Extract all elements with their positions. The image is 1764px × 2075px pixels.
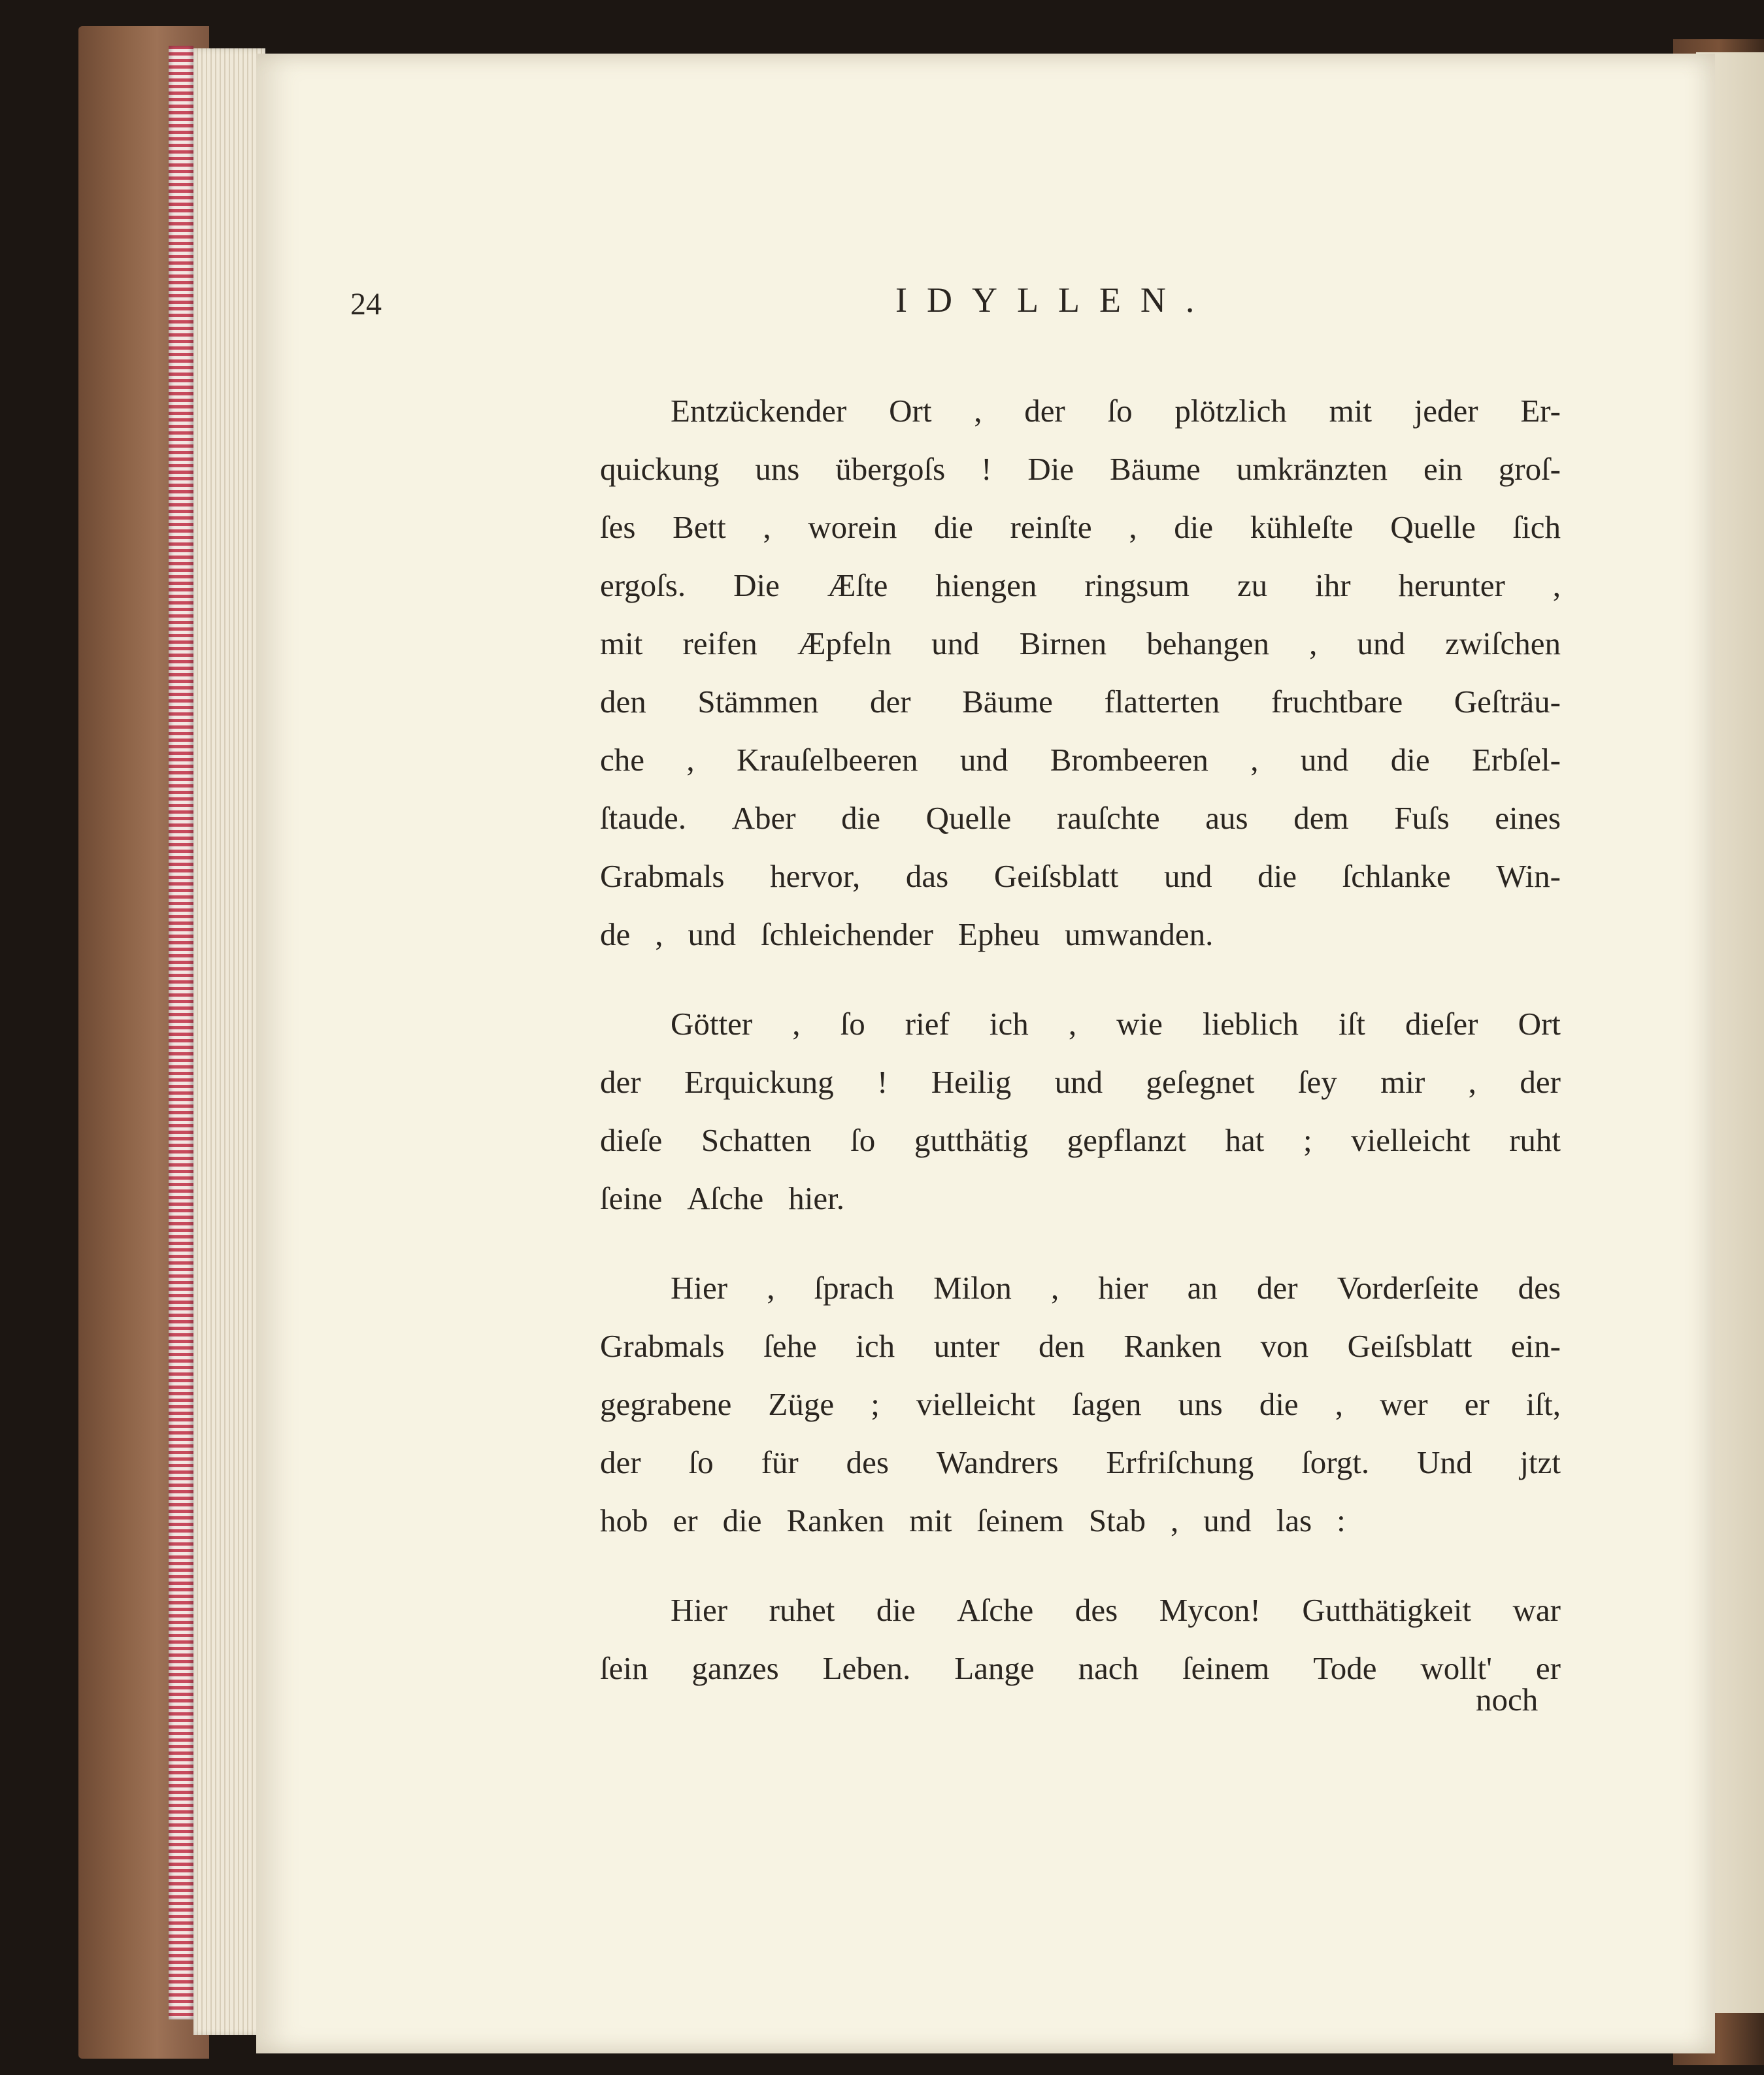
text-line: Entzückender Ort , der ſo plötzlich mit jeder Er- — [671, 393, 1561, 429]
text-line: ſes Bett , worein die reinſte , die kühleſte Quelle ſich — [600, 509, 1561, 545]
text-line: che , Krauſelbeeren und Brombeeren , und die Erbſel- — [600, 742, 1561, 778]
text-line: ſtaude. Aber die Quelle rauſchte aus dem Fuſs eines — [600, 800, 1561, 836]
text-line: dieſe Schatten ſo gutthätig gepflanzt hat ; vielleicht ruht — [600, 1122, 1561, 1158]
running-head-title: IDYLLEN. — [895, 280, 1214, 320]
text-line: Hier , ſprach Milon , hier an der Vorderſeite des — [671, 1270, 1561, 1306]
text-line: hob er die Ranken mit ſeinem Stab , und las : — [600, 1502, 1346, 1538]
text-line: ſein ganzes Leben. Lange nach ſeinem Tode wollt' er — [600, 1650, 1561, 1686]
book-headband — [169, 46, 193, 2019]
page-number: 24 — [350, 287, 382, 322]
text-line: Götter , ſo rief ich , wie lieblich iſt dieſer Ort — [671, 1006, 1561, 1042]
text-line: den Stämmen der Bäume flatterten fruchtbare Geſträu- — [600, 684, 1561, 720]
text-line: ergoſs. Die Æſte hiengen ringsum zu ihr herunter , — [600, 567, 1561, 603]
text-line: de , und ſchleichender Epheu umwanden. — [600, 916, 1214, 952]
text-line: der Erquickung ! Heilig und geſegnet ſey mir , der — [600, 1064, 1561, 1100]
text-line: Hier ruhet die Aſche des Mycon! Gutthätigkeit war — [671, 1592, 1561, 1628]
text-line: quickung uns übergoſs ! Die Bäume umkränzten ein groſ- — [600, 451, 1561, 487]
page-block-edge — [193, 48, 265, 2035]
text-line: gegrabene Züge ; vielleicht ſagen uns die , wer er iſt, — [600, 1386, 1561, 1422]
text-line: Grabmals hervor, das Geiſsblatt und die ſchlanke Win- — [600, 858, 1561, 894]
text-line: mit reifen Æpfeln und Birnen behangen , und zwiſchen — [600, 625, 1561, 661]
text-line: Grabmals ſehe ich unter den Ranken von Geiſsblatt ein- — [600, 1328, 1561, 1364]
text-line: der ſo für des Wandrers Erfriſchung ſorgt. Und jtzt — [600, 1444, 1561, 1480]
catchword: noch — [1476, 1682, 1539, 1718]
text-line: ſeine Aſche hier. — [600, 1180, 844, 1216]
book-page — [256, 54, 1715, 2053]
